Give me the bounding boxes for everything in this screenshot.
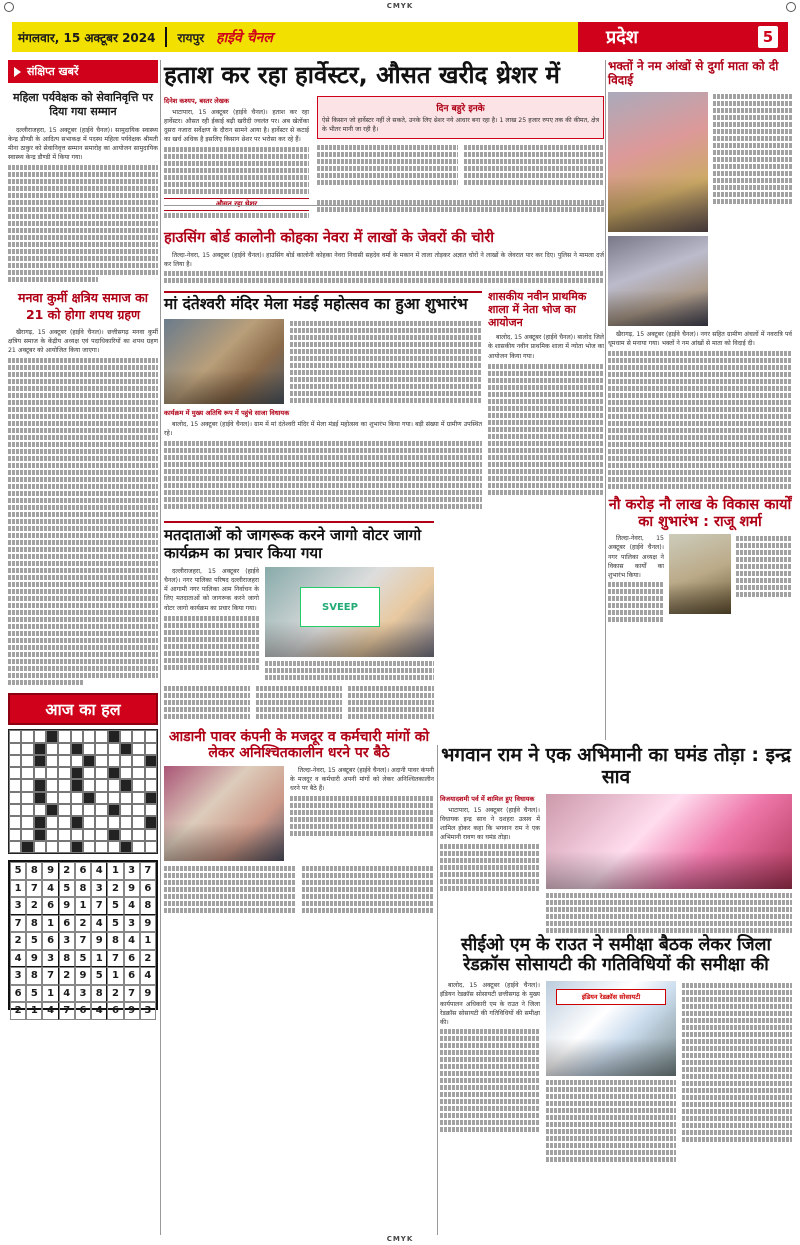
sudoku-cell: 3 [124,915,140,933]
text-filler [8,358,158,685]
crossword-cell [34,841,46,853]
crossword-cell [58,755,70,767]
sudoku-cell: 1 [26,1002,42,1020]
crossword-cell [34,779,46,791]
left-column [8,60,158,1235]
crossword-cell [34,804,46,816]
sudoku-cell: 5 [26,985,42,1003]
story-text: खैरागढ़, 15 अक्टूबर (हाईवे चैनल)। नगर सहित ग्रामीण अंचलों में नवरात्रि पर्व धूमधाम से मनाया गया। भक्तों ने नम आंखों से माता को विदाई दी। [608,330,792,347]
text-filler [8,165,158,282]
crossword-cell [83,730,95,742]
crossword-cell [21,804,33,816]
header-divider [165,27,167,47]
crossword-grid [8,729,158,854]
brand-logo: हाईवे चैनल [216,29,273,46]
crossword-cell [83,829,95,841]
section-title: प्रदेश [606,27,639,48]
crossword-cell [83,804,95,816]
sudoku-cell: 2 [140,950,156,968]
sudoku-cell: 7 [124,985,140,1003]
crossword-cell [120,804,132,816]
sudoku-cell: 1 [42,985,58,1003]
crossword-cell [108,804,120,816]
issue-date: मंगलवार, 15 अक्टूबर 2024 [18,30,156,45]
crossword-cell [58,792,70,804]
sudoku-cell: 3 [10,967,26,985]
crossword-cell [21,730,33,742]
story-headline: शासकीय नवीन प्राथमिक शाला में नेता भोज का आयोजन [488,290,587,329]
story-headline: आडानी पावर कंपनी के मजदूर व कर्मचारी मांगों को लेकर अनिश्चितकालीन धरने पर बैठे [168,728,430,762]
sudoku-cell: 9 [42,862,58,880]
right-column [608,60,792,1235]
story-headline: सीईओ एम के राउत ने समीक्षा बैठक लेकर जिला रेडक्रॉस सोसायटी की गतिविधियों की समीक्षा की [460,935,772,976]
sudoku-cell: 3 [140,1002,156,1020]
solution-section-header: आज का हल [8,693,158,725]
crossword-cell [95,755,107,767]
sudoku-cell: 4 [124,932,140,950]
sudoku-cell: 6 [107,1002,123,1020]
crossword-cell [108,829,120,841]
story-text: दल्लीराजहरा, 15 अक्टूबर (हाईवे चैनल)। नगर पालिका परिषद दल्लीराजहरा में आगामी नगर पालिका आम निर्वाचन के लिए मतदाताओं को जागरूक करने जागो वोटर जागो कार्यक्रम का प्रचार किया गया। [164,567,259,612]
crossword-cell [9,804,21,816]
portrait-photo [669,534,731,614]
crossword-cell [58,829,70,841]
crossword-cell [9,767,21,779]
crossword-cell [95,816,107,828]
sveep-banner: SVEEP [300,587,380,627]
sudoku-cell: 4 [42,880,58,898]
sudoku-cell: 3 [91,880,107,898]
brief-story-title: महिला पर्यवेक्षक को सेवानिवृत्ति पर दिया गया सम्मान [13,91,153,119]
lead-text: भाटापारा, 15 अक्टूबर (हाईवे चैनल)। हताश कर रहा हार्वेस्टर। औसत रही ईकाई बढ़ी खरीदी ज्वलंत पर। अब खेतोंका दुसरा नजारा सर्वेक्षण के दौरान सामने आया है। हार्वेस्टर से कटाई का खर्च अधिक है इसलिए किसान थ्रेशर पर भरोसा कर रहे हैं। [164,108,309,144]
procession-photo [608,236,708,326]
story-body [440,806,540,843]
protest-photo [164,766,284,861]
sudoku-cell: 5 [59,880,75,898]
story-headline: मां दंतेश्वरी मंदिर मेला मंडई महोत्सव का हुआ शुभारंभ [164,291,482,314]
crossword-cell [145,804,157,816]
sudoku-cell: 5 [107,897,123,915]
sudoku-cell: 8 [26,862,42,880]
sudoku-cell: 5 [10,862,26,880]
header-strip [12,22,578,52]
sudoku-cell: 7 [26,880,42,898]
story-body [164,567,259,613]
crossword-cell [46,767,58,779]
lead-byline: दिनेश कश्यप, बस्तर लेखक [164,96,229,105]
crossword-cell [145,767,157,779]
section-banner [578,22,788,52]
brief-story-text: दल्लीराजहरा, 15 अक्टूबर (हाईवे चैनल)। सामुदायिक स्वास्थ्य केन्द्र डौण्डी के आदित्य सभाकक्ष में पदस्थ महिला पर्यवेक्षक श्रीमती मीना ठाकुर को सेवानिवृत्त सम्मान समारोह का आयोजन सामुदायिक स्वास्थ्य केन्द्र डौण्डी में किया गया। [8,126,158,162]
sudoku-cell: 4 [10,950,26,968]
crossword-cell [71,767,83,779]
crossword-cell [34,755,46,767]
crossword-cell [58,816,70,828]
sudoku-cell: 9 [26,950,42,968]
sudoku-cell: 6 [42,932,58,950]
story-text: तिल्दा-नेवरा, 15 अक्टूबर (हाईवे चैनल)। हाउसिंग बोर्ड कालोनी कोहका नेवरा निवासी सहदेव वर्मा के मकान में ताला तोड़कर अज्ञात चोरों ने लाखों के जेवरात पार कर दिए। पुलिस ने मामला दर्ज कर लिया है। [164,251,604,269]
sudoku-cell: 7 [91,897,107,915]
event-photo [164,319,284,404]
sudoku-cell: 9 [91,932,107,950]
photo-caption: कार्यक्रम में मुख्य अतिथि रूप में पहुंचे साजा विधायक [164,409,290,418]
crossword-cell [145,792,157,804]
crossword-cell [9,829,21,841]
page-header [12,22,788,52]
photo-caption: विजयादशमी पर्व में शामिल हुए विधायक [440,794,535,803]
crossword-cell [71,829,83,841]
story-text: तिल्दा-नेवरा, 15 अक्टूबर (हाईवे चैनल)। नगर पालिका अध्यक्ष ने विकास कार्यों का शुभारंभ किया। [608,535,664,579]
sudoku-cell: 6 [42,897,58,915]
sudoku-cell: 8 [59,950,75,968]
story-body [488,333,604,361]
edition-city: रायपुर [177,30,205,45]
crossword-cell [120,767,132,779]
sudoku-cell: 7 [10,915,26,933]
sudoku-cell: 4 [140,967,156,985]
crossword-cell [58,841,70,853]
crossword-cell [145,829,157,841]
story-headline: नौ करोड़ नौ लाख के विकास कार्यों का शुभारंभ : राजू शर्मा [608,496,792,530]
column-rule [160,60,161,1235]
crossword-cell [95,730,107,742]
sudoku-cell: 9 [75,967,91,985]
crossword-cell [120,816,132,828]
story-body [164,420,482,438]
event-photo [265,567,434,657]
crossword-cell [83,841,95,853]
crossword-cell [83,816,95,828]
crossword-cell [108,841,120,853]
crossword-cell [95,779,107,791]
crossword-cell [132,767,144,779]
crossword-cell [108,730,120,742]
crossword-cell [58,730,70,742]
column-rule [605,60,606,740]
story-text: तिल्दा-नेवरा, 15 अक्टूबर (हाईवे चैनल)। अदानी पावर कंपनी के मजदूर व कर्मचारी अपनी मांगों को लेकर अनिश्चितकालीन धरने पर बैठे हैं। [290,767,434,793]
crossword-cell [95,829,107,841]
sudoku-cell: 6 [10,985,26,1003]
story-text: भाटापारा, 15 अक्टूबर (हाईवे चैनल)। विधायक इन्द्र साव ने दशहरा उत्सव में शामिल होकर कहा कि भगवान राम ने एक अभिमानी रावण का घमंड तोड़ा। [440,806,540,842]
sudoku-cell: 3 [124,862,140,880]
sudoku-cell: 4 [42,1002,58,1020]
crossword-cell [108,743,120,755]
crossword-cell [46,743,58,755]
crossword-cell [71,841,83,853]
crossword-cell [120,743,132,755]
sudoku-cell: 2 [10,932,26,950]
crossword-cell [9,841,21,853]
crossword-cell [46,779,58,791]
sudoku-cell: 6 [75,1002,91,1020]
crossword-cell [108,767,120,779]
crossword-cell [120,730,132,742]
sudoku-cell: 3 [75,985,91,1003]
crossword-cell [145,841,157,853]
crossword-cell [9,743,21,755]
crossword-cell [71,792,83,804]
crossword-cell [120,841,132,853]
crossword-cell [9,816,21,828]
sudoku-cell: 1 [91,950,107,968]
crossword-cell [58,779,70,791]
brief-story-body [8,126,158,163]
triangle-icon [14,67,21,77]
brief-section-header [8,60,158,83]
crossword-cell [34,730,46,742]
sudoku-cell: 8 [75,880,91,898]
sudoku-cell: 2 [59,862,75,880]
sudoku-cell: 1 [42,915,58,933]
procession-photo [608,92,708,232]
crossword-cell [83,767,95,779]
sudoku-cell: 3 [10,897,26,915]
sudoku-cell: 2 [10,1002,26,1020]
crossword-cell [46,755,58,767]
sudoku-cell: 7 [140,862,156,880]
crossword-cell [46,816,58,828]
crossword-cell [34,829,46,841]
info-box-title: दिन बहुरे इनके [436,103,485,114]
crossword-cell [9,755,21,767]
sudoku-cell: 9 [124,1002,140,1020]
sudoku-grid [8,860,158,1017]
crossword-cell [34,792,46,804]
crossword-cell [95,804,107,816]
sudoku-cell: 4 [59,985,75,1003]
sudoku-cell: 1 [107,862,123,880]
crossword-cell [46,829,58,841]
sudoku-cell: 1 [10,880,26,898]
crossword-cell [145,816,157,828]
crossword-cell [21,779,33,791]
crossword-cell [71,730,83,742]
story-body [608,534,664,580]
crossword-cell [132,730,144,742]
sudoku-cell: 5 [26,932,42,950]
sudoku-cell: 5 [75,950,91,968]
crossword-cell [71,816,83,828]
story-body [290,766,434,794]
story-text: बालोद, 15 अक्टूबर (हाईवे चैनल)। बालोद जिले के शासकीय नवीन प्राथमिक शाला में न्योता भोज का आयोजन किया गया। [488,334,604,360]
crossword-cell [21,816,33,828]
crossword-cell [132,804,144,816]
crossword-cell [71,743,83,755]
sudoku-cell: 4 [124,897,140,915]
sudoku-cell: 2 [107,880,123,898]
sudoku-cell: 9 [140,915,156,933]
sudoku-cell: 7 [75,932,91,950]
crossword-cell [34,816,46,828]
sudoku-cell: 2 [107,985,123,1003]
print-mark-bottom: CMYK [386,1235,414,1243]
crossword-cell [83,792,95,804]
crossword-cell [95,792,107,804]
crossword-cell [34,743,46,755]
sudoku-cell: 8 [26,915,42,933]
lead-info-box [317,96,604,139]
sudoku-cell: 6 [75,862,91,880]
sudoku-cell: 7 [42,967,58,985]
sudoku-cell: 2 [59,967,75,985]
brief-story-title: मनवा कुर्मी क्षत्रिय समाज का 21 को होगा शपथ ग्रहण [18,290,148,322]
crossword-cell [83,743,95,755]
story-headline: भक्तों ने नम आंखों से दुर्गा माता को दी विदाई [608,59,779,87]
crossword-cell [132,829,144,841]
crossword-cell [9,779,21,791]
crossword-cell [120,755,132,767]
crossword-cell [145,755,157,767]
story-text: बालोद, 15 अक्टूबर (हाईवे चैनल)। इंडियन रेडक्रॉस सोसायटी छत्तीसगढ़ के मुख्य कार्यपालन अधिकारी एम के राउत ने जिला रेडक्रॉस सोसायटी की गतिविधियों की समीक्षा की। [440,982,540,1026]
sudoku-cell: 6 [124,950,140,968]
info-box-text: ऐसे किसान जो हार्वेस्टर नहीं ले सकते, उनके लिए थ्रेशर नये आधार बना रहा है। 1 लाख 25 हजार रुपए तक की कीमत, क्षेत्र के भीतर मानी जा रही है। [322,116,599,133]
sudoku-cell: 8 [26,967,42,985]
print-mark-top: CMYK [386,2,414,10]
crossword-cell [21,829,33,841]
crossword-cell [21,841,33,853]
sudoku-cell: 9 [59,897,75,915]
crossword-cell [132,743,144,755]
brief-story-body [8,328,158,356]
crossword-cell [95,841,107,853]
sudoku-cell: 1 [140,932,156,950]
sudoku-cell: 1 [107,967,123,985]
sudoku-cell: 7 [107,950,123,968]
brief-label: संक्षिप्त खबरें [27,65,79,78]
crossword-cell [108,816,120,828]
crossword-cell [95,767,107,779]
sudoku-cell: 1 [75,897,91,915]
sudoku-cell: 9 [124,880,140,898]
story-body [608,330,792,348]
crossword-cell [132,841,144,853]
sudoku-cell: 4 [91,1002,107,1020]
column-rule [437,745,438,1235]
sudoku-cell: 4 [91,915,107,933]
crossword-cell [46,804,58,816]
crossword-cell [9,792,21,804]
story-headline: मतदाताओं को जागरूक करने जागो वोटर जागो कार्यक्रम का प्रचार किया गया [164,521,434,562]
story-body [164,251,604,269]
crossword-cell [71,779,83,791]
crossword-cell [83,755,95,767]
sudoku-cell: 5 [91,967,107,985]
sudoku-cell: 4 [91,862,107,880]
story-body [440,981,540,1027]
sudoku-cell: 8 [140,897,156,915]
crossword-cell [120,792,132,804]
crossword-cell [83,779,95,791]
crossword-cell [120,829,132,841]
sudoku-cell: 3 [59,932,75,950]
sudoku-cell: 8 [91,985,107,1003]
crossword-cell [9,730,21,742]
sudoku-cell: 5 [107,915,123,933]
sudoku-cell: 8 [107,932,123,950]
sudoku-cell: 2 [26,897,42,915]
crossword-cell [21,767,33,779]
sudoku-cell: 3 [42,950,58,968]
sudoku-cell: 6 [59,915,75,933]
crossword-cell [71,755,83,767]
crossword-cell [71,804,83,816]
sudoku-cell: 2 [75,915,91,933]
crossword-cell [108,779,120,791]
registration-mark [4,2,14,12]
crossword-cell [58,743,70,755]
crossword-cell [132,792,144,804]
crossword-cell [132,779,144,791]
page-number: 5 [758,26,778,48]
story-text: बालोद, 15 अक्टूबर (हाईवे चैनल)। ग्राम में मां दंतेश्वरी मंदिर में मेला मंडई महोत्सव का शुभारंभ किया गया। बड़ी संख्या में ग्रामीण उपस्थित रहे। [164,421,482,438]
crossword-cell [120,779,132,791]
crossword-cell [58,767,70,779]
sudoku-cell: 7 [59,1002,75,1020]
crossword-cell [132,816,144,828]
crossword-cell [58,804,70,816]
crossword-cell [145,730,157,742]
registration-mark [786,2,796,12]
lead-headline: हताश कर रहा हार्वेस्टर, औसत खरीद थ्रेशर में [164,61,560,89]
crossword-cell [34,767,46,779]
sudoku-cell: 6 [124,967,140,985]
crossword-cell [46,730,58,742]
crossword-cell [145,743,157,755]
crossword-cell [21,755,33,767]
crossword-cell [95,743,107,755]
crossword-cell [145,779,157,791]
brief-story-text: खैरागढ़, 15 अक्टूबर (हाईवे चैनल)। छत्तीसगढ़ मनवा कुर्मी क्षत्रिय समाज के केंद्रीय अध्यक्ष एवं पदाधिकारियों का शपथ ग्रहण 21 अक्टूबर को आयोजित किया जाएगा। [8,328,158,355]
sudoku-cell: 6 [140,880,156,898]
story-headline: हाउसिंग बोर्ड कालोनी कोहका नेवरा में लाखों के जेवरों की चोरी [164,230,495,247]
story-headline: भगवान राम ने एक अभिमानी का घमंड तोड़ा : इन्द्र साव [441,744,791,788]
crossword-cell [21,743,33,755]
crossword-cell [132,755,144,767]
crossword-cell [21,792,33,804]
crossword-cell [108,792,120,804]
crossword-cell [46,792,58,804]
redcross-banner: इंडियन रेडक्रॉस सोसायटी [556,989,666,1005]
sudoku-cell: 9 [140,985,156,1003]
crossword-cell [108,755,120,767]
crossword-cell [46,841,58,853]
lead-body [164,108,309,145]
